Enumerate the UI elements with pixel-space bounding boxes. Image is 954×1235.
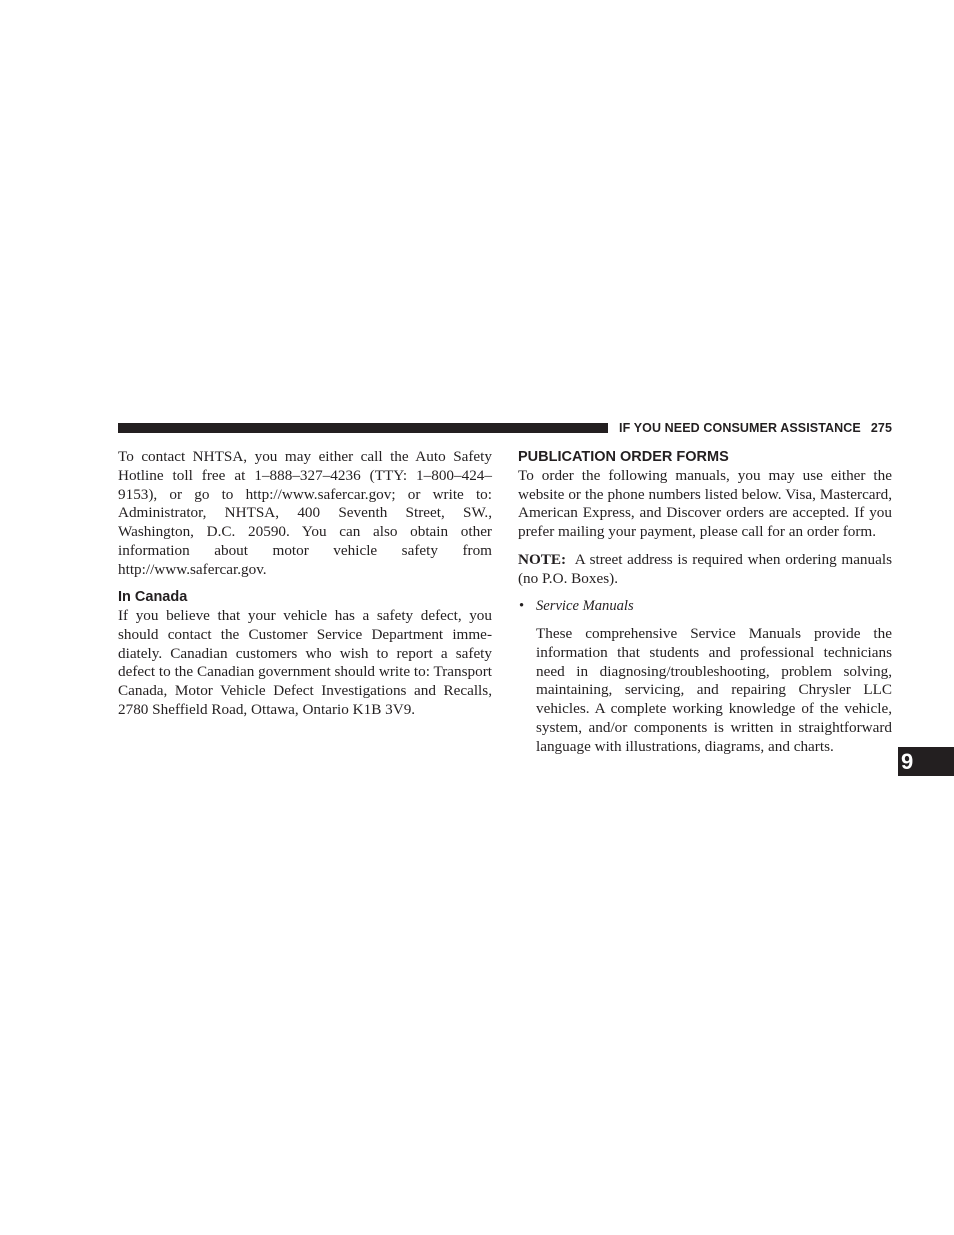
order-paragraph: To order the following manuals, you may use either the website or the phone numbers listed below. Visa, Mastercard, American Express, and Discover orders are accepted. If you prefer mailing your payment, please call for an order form. xyxy=(518,466,892,540)
note-text: A street address is required when ordering manuals (no P.O. Boxes). xyxy=(518,550,892,587)
spacer xyxy=(118,579,492,588)
note-label: NOTE: xyxy=(518,550,567,568)
right-column xyxy=(518,448,892,756)
spacer xyxy=(518,588,892,597)
bullet-label: Service Manuals xyxy=(536,598,634,615)
left-column xyxy=(118,448,492,720)
header-rule xyxy=(118,423,608,433)
page-number: 275 xyxy=(870,421,892,435)
canada-heading: In Canada xyxy=(118,589,188,606)
bullet-icon: • xyxy=(519,598,525,615)
note-paragraph xyxy=(518,551,892,589)
running-header xyxy=(619,419,892,437)
nhtsa-contact-paragraph: To contact NHTSA, you may either call the Auto Safety Hotline toll free at 1–888–327–4236 (TTY: 1–800–424– 9153), or go to http://www.safercar.gov; or write to: Administrator, NHTSA, 400 Seventh Street, SW., Washington, D.C. 20590. You can also obtain other information about motor vehicle safety from http://www.safercar.gov. xyxy=(118,448,492,578)
canada-paragraph: If you believe that your vehicle has a safety defect, you should contact the Customer Service Department immediately. Canadian customers who wish to report a safety defect to the Canadian government should write to: Transport Canada, Motor Vehicle Defect Investigations and Recalls, 2780 Sheffield Road, Ottawa, Ontario K1B 3V9. xyxy=(118,607,492,718)
service-manuals-paragraph: These comprehensive Service Manuals provide the information that students and professional technicians need in diagnosing/troubleshooting, problem solving, maintaining, servicing, and repairing Chrysler LLC vehicles. A complete working knowledge of the vehicle, system, and/or components is written in straightforward language with illustrations, diagrams, and charts. xyxy=(536,625,892,755)
spacer xyxy=(518,542,892,551)
section-title: IF YOU NEED CONSUMER ASSISTANCE xyxy=(619,421,861,435)
spacer xyxy=(518,616,892,625)
publication-order-heading: PUBLICATION ORDER FORMS xyxy=(518,449,729,465)
bullet-item-service-manuals xyxy=(518,597,892,616)
chapter-tab: 9 xyxy=(898,747,954,776)
